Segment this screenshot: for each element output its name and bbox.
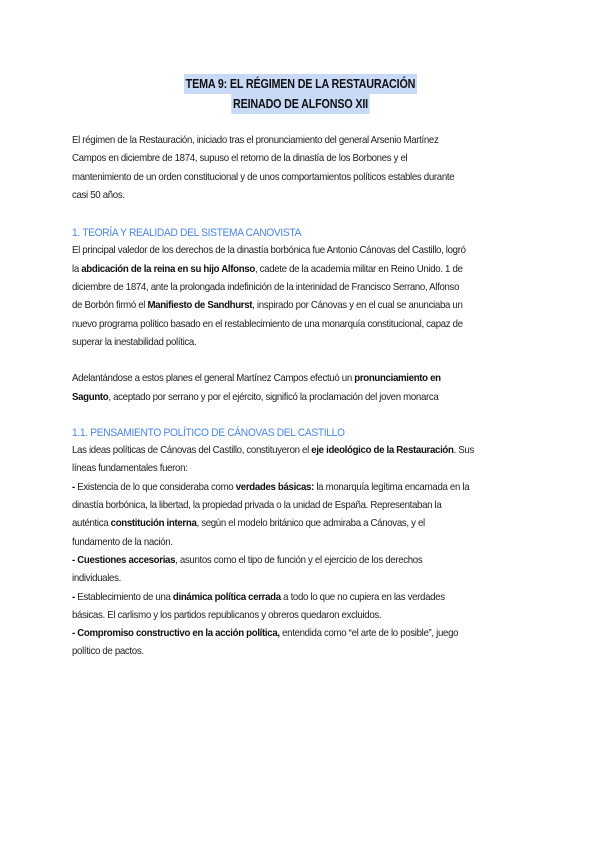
intro-line: El régimen de la Restauración, iniciado tras el pronunciamiento del general Arsenio Martínez [72,135,439,146]
bold-text: Manifiesto de Sandhurst [147,300,253,312]
paragraph-line: dinastía borbónica, la libertad, la propiedad privada o la unidad de España. Representaban la [72,500,442,512]
paragraph-line [72,261,500,279]
text-run: la [72,263,82,275]
bold-text: dinámica política cerrada [172,591,281,603]
text-run: la monarquía legítima encarnada en la [314,481,470,493]
text-run: , aceptado por serrano y por el ejército, significó la proclamación del joven monarca [108,391,439,403]
bullet-item-4 [72,625,532,662]
paragraph-line: político de pactos. [72,646,144,658]
paragraph-line [72,625,500,643]
paragraph-line [72,552,500,570]
text-run: Las ideas políticas de Cánovas del Castillo, constituyeron el [72,445,312,457]
intro-paragraph [72,132,532,205]
text-run: auténtica [72,518,111,530]
paragraph-line [72,297,500,315]
bold-text: pronunciamiento en [354,373,441,385]
bullet-item-1 [72,479,532,552]
bold-text: - Cuestiones accesorias [72,554,176,566]
text-run: . Sus [453,445,474,457]
text-run: , según el modelo británico que admiraba a Cánovas, y el [196,518,425,530]
bold-text: - Compromiso constructivo en la acción política, [72,628,280,640]
text-run: de Borbón firmó el [72,300,148,312]
title-line-1: TEMA 9: EL RÉGIMEN DE LA RESTAURACIÓN [183,74,416,94]
bullet-dash: - [72,591,78,603]
paragraph-line [72,589,500,607]
paragraph-line: superar la inestabilidad política. [72,336,197,348]
section-1-heading [72,224,532,242]
bold-text: verdades básicas: [235,481,315,493]
text-run: , asuntos como el tipo de función y el ejercicio de los derechos [175,554,423,566]
section-1-1-heading-text: 1.1. PENSAMIENTO POLÍTICO DE CÁNOVAS DEL CASTILLO [72,426,345,439]
section-1-paragraph-2 [72,370,532,407]
section-1-paragraph-1 [72,242,532,352]
bold-text: abdicación de la reina en su hijo Alfonso [81,263,255,275]
document-title [0,74,600,114]
intro-line: Campos en diciembre de 1874, supuso el retorno de la dinastía de los Borbones y el [72,153,408,165]
intro-line: casi 50 años. [72,189,125,201]
bold-text: Sagunto [72,391,109,403]
intro-line: mantenimiento de un orden constitucional y de unos comportamientos políticos estables durante [72,171,455,183]
paragraph-line [72,479,500,497]
bold-text: eje ideológico de la Restauración [311,445,454,457]
bullet-dash: - [72,481,78,493]
section-1-1-heading [72,424,532,442]
paragraph-line [72,442,500,460]
text-run: Existencia de lo que consideraba como [77,481,236,493]
paragraph-line: líneas fundamentales fueron: [72,463,188,475]
text-run: , cadete de la academia militar en Reino Unido. 1 de [254,263,463,275]
section-1-1-intro [72,442,532,479]
paragraph-line [72,370,500,388]
paragraph-line [72,389,500,407]
text-run: entendida como “el arte de lo posible”, juego [279,628,459,640]
paragraph-line: individuales. [72,573,121,585]
text-run: Establecimiento de una [77,591,173,603]
paragraph-line: diciembre de 1874, ante la prolongada indefinición de la interinidad de Francisco Serrano, Alfonso [72,282,460,294]
section-1-heading-text: 1. TEORÍA Y REALIDAD DEL SISTEMA CANOVISTA [72,227,302,240]
paragraph-line: El principal valedor de los derechos de la dinastía borbónica fue Antonio Cánovas del Castillo, logró [72,245,466,257]
bullet-item-2 [72,552,532,589]
text-run: a todo lo que no cupiera en las verdades [280,591,445,603]
paragraph-line [72,515,500,533]
bullet-item-3 [72,589,532,626]
text-run: Adelantándose a estos planes el general Martínez Campos efectuó un [72,373,355,385]
bold-text: constitución interna [110,518,197,530]
title-line-2: REINADO DE ALFONSO XII [231,94,369,114]
paragraph-line: nuevo programa político basado en el restablecimiento de una monarquía constitucional, capaz de [72,318,463,330]
paragraph-line: fundamento de la nación. [72,536,173,548]
text-run: , inspirado por Cánovas y en el cual se anunciaba un [252,300,463,312]
paragraph-line: básicas. El carlismo y los partidos republicanos y obreros quedaron excluidos. [72,609,382,621]
document-body [72,132,532,662]
